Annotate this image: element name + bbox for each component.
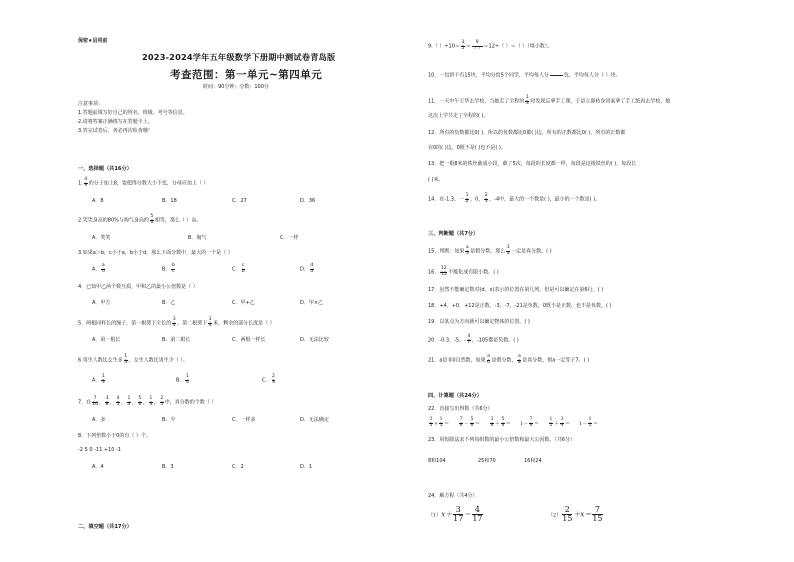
- option-a[interactable]: A．多: [92, 417, 106, 423]
- option-d[interactable]: D．无法确定: [300, 417, 329, 423]
- question-10: 10．一包饼干有15块，平均分给5个同学，平均每人分 包，平均每人分（ ）块。: [428, 70, 621, 80]
- question-6: 6.男生人数比女生多 $\frac{1}{3}$ ，女生人数比男生少（ ）。: [78, 354, 188, 365]
- option-c[interactable]: C．两根一样长: [232, 337, 266, 343]
- calc-item: $\frac{1}{2}$ ＋ $\frac{3}{4}$ ＝: [549, 417, 570, 428]
- option-d[interactable]: D．36: [300, 198, 316, 204]
- option-a[interactable]: A．8: [92, 198, 104, 204]
- question-24: 24．解方程（共4分）: [428, 493, 478, 499]
- question-2: 2.笑笑身高的80%与淘气身高的 $\frac{5}{6}$ 相等，那么（ ）高。: [78, 214, 202, 225]
- group-2: 25和70: [478, 458, 496, 464]
- exam-title: 2023-2024学年五年级数学下册期中测试卷青岛版: [142, 52, 336, 62]
- calc-row: [428, 418, 607, 428]
- question-11-cont: 这次上学共走了全程的( )。: [428, 113, 489, 119]
- question-11: 11．一天中午王华去学校，当她走了全程的 $\frac{1}{3}$ 时发现忘拿手工课，于是立即转身回家拿了手工纸再去学校，她: [428, 95, 671, 106]
- option-b[interactable]: B．淘气: [188, 235, 207, 241]
- secret-label: 保密★启用前: [78, 38, 108, 44]
- question-21: 21．a是非0自然数，如果 $\frac{a}{6}$ 是假分数， $\frac{a}{8}$ 是真分数，则a一定等于7。( ): [428, 354, 590, 365]
- option-d[interactable]: D． $\frac{d}{a}$: [300, 263, 314, 274]
- question-16: 16． $\frac{12}{15}$ 不能化成有限小数。( ): [428, 266, 499, 277]
- question-22: 22．直接写出得数（共6分）: [428, 406, 493, 412]
- question-12-cont: 在0的( )边。0既不是( )也不是( )。: [428, 145, 506, 151]
- question-13-cont: ( )米。: [428, 177, 444, 183]
- calc-item: $\frac{3}{5}$ + $\frac{1}{5}$ ＝: [429, 417, 450, 428]
- calc-item: $\frac{7}{8}$ － $\frac{5}{8}$ ＝: [459, 417, 480, 428]
- option-c[interactable]: C．一样: [280, 235, 299, 241]
- option-b[interactable]: B． $\frac{b}{c}$: [162, 263, 175, 274]
- question-23: 23．用短除法求下列每组数的最小公倍数和最大公因数。（共6分）: [428, 437, 576, 443]
- fraction: $\frac{4}{9}$: [84, 177, 88, 188]
- calc-item: 1－ $\frac{7}{8}$ ＝: [519, 417, 540, 428]
- question-5: 5．两根同样长的绳子，第一根剪下全长的 $\frac{3}{4}$ ，第二根剪下 $\frac{3}{4}$ 米，剩余的部分长度是（ ）: [78, 317, 275, 328]
- question-13: 13．把一根8米的铁丝截成小段，截了5次，每段的长度都一样，每段是这根铁丝的( )，每段长: [428, 161, 637, 167]
- fraction: $\frac{1}{3}$: [149, 396, 153, 407]
- option-a[interactable]: A．笑笑: [92, 235, 111, 241]
- question-3: 3.如果a＞b，c小于a，b小于d，那么下面分数中，最大的一个是（ ）: [78, 250, 233, 256]
- option-a[interactable]: A． $\frac{1}{3}$: [92, 374, 105, 385]
- equation-1: （1）x＋ $\frac{3}{17}$ ＝ $\frac{4}{17}$: [428, 505, 483, 523]
- fraction: $\frac{5}{6}$: [138, 396, 142, 407]
- fraction: $\frac{3}{8}$: [105, 396, 109, 407]
- question-7: 7．在 $\frac{7}{10}$ ， $\frac{3}{8}$ ， $\frac{4}{5}$ ， $\frac{1}{4}$ ， $\frac{5}{6}$ ， $\frac{1}{3}$ ， $\frac{2}{5}$ 中，真分数的个数（ ）: [78, 396, 217, 407]
- section-fill: 二、填空题（共17分）: [78, 524, 132, 530]
- option-b[interactable]: B．少: [162, 417, 176, 423]
- notice-item: 2.请将答案正确填写在答题卡上。: [78, 119, 153, 125]
- group-3: 16和24: [524, 458, 542, 464]
- question-18: 18．+4，+0，+12是正数，-3，-7，-21是负数，0既不是正数，也不是负数。( ): [428, 303, 612, 309]
- time-score: 时间：90分钟；分数：100分: [203, 84, 269, 90]
- exam-range: 考查范围：第一单元~第四单元: [170, 69, 323, 81]
- option-b[interactable]: B． $\frac{1}{4}$: [176, 374, 189, 385]
- fraction: $\frac{7}{10}$: [92, 396, 99, 407]
- question-14: 14．在-1.3，－ $\frac{1}{2}$ ，0， $\frac{2}{3}$ ，-4中，最大的一个数是( )，最小的一个数是( )。: [428, 193, 601, 204]
- section-calc: 四、计算题（共24分）: [428, 393, 482, 399]
- option-c[interactable]: C． $\frac{2}{3}$: [262, 374, 275, 385]
- question-12: 12．所有的负数都比0( )，所以的负数都比0都( )边，所有的正数都比0( )，所有的正数都: [428, 130, 626, 136]
- question-9: 9.（ ）÷10＝ $\frac{3}{5}$ ＝ $\frac{9}{( )}$ ＝12÷（ ）＝（ ）（填小数）。: [428, 40, 553, 51]
- fraction: $\frac{1}{4}$: [127, 396, 131, 407]
- fraction: $\frac{4}{5}$: [116, 396, 120, 407]
- option-b[interactable]: B．第二根长: [162, 337, 191, 343]
- number-list: -2 5 0 -11 +10 -1: [78, 447, 121, 453]
- option-c[interactable]: C．一样多: [232, 417, 256, 423]
- option-a[interactable]: A．4: [92, 464, 104, 470]
- notice-item: 3.答完试卷后，务必再次检查哦！: [78, 128, 153, 134]
- option-a[interactable]: A．甲方: [92, 300, 111, 306]
- option-b[interactable]: B．18: [162, 198, 177, 204]
- option-b[interactable]: B．乙: [162, 300, 176, 306]
- question-1: 1. $\frac{4}{9}$ 的分子加上8，要使得分数大小不变，分母应加上（ ）: [78, 177, 209, 188]
- section-choice: 一、选择题（共16分）: [78, 166, 132, 172]
- group-1: 8和104: [428, 458, 446, 464]
- option-a[interactable]: A． $\frac{a}{d}$: [92, 263, 105, 274]
- fraction: $\frac{2}{5}$: [160, 396, 164, 407]
- section-judge: 三、判断题（共7分）: [428, 231, 479, 237]
- option-c[interactable]: C．2: [232, 464, 244, 470]
- question-20: 20．-0.3，-5，- $\frac{4}{7}$ ，-105都是负数。( ): [428, 334, 519, 345]
- question-15: 15．判断：如果 $\frac{a}{3}$ 是假分数，那么 $\frac{3}{a}$ 一定是真分数。( ): [428, 245, 552, 256]
- option-a[interactable]: A．第一根长: [92, 337, 121, 343]
- option-d[interactable]: D．无法比较: [300, 337, 329, 343]
- option-c[interactable]: C．甲+乙: [232, 300, 255, 306]
- option-d[interactable]: D．1: [300, 464, 313, 470]
- equation-2: （2） $\frac{2}{15}$ ＋x＝ $\frac{7}{15}$: [548, 505, 603, 523]
- fraction: $\frac{5}{6}$: [150, 214, 154, 225]
- blank-fraction: [550, 70, 563, 80]
- notice-item: 1.答题前填写好自己的姓名、班级、考号等信息。: [78, 110, 188, 116]
- calc-item: $\frac{3}{8}$ ＋ $\frac{5}{8}$ ＝: [490, 417, 511, 428]
- option-d[interactable]: D．甲×乙: [300, 300, 324, 306]
- question-4: 4．已知甲乙两个数互质，甲和乙的最小公倍数是（ ）: [78, 284, 198, 290]
- question-8: 8．下列倍数小于0的有（ ）个。: [78, 433, 151, 439]
- notice-title: 注意事项：: [78, 101, 104, 107]
- calc-item: 1－ $\frac{1}{3}$ ＝: [578, 417, 599, 428]
- question-17: 17．虽然不能确定数对(d，x)表示的位置在第几列，但是可以确定在第6行。( ): [428, 287, 604, 293]
- option-b[interactable]: B．3: [162, 464, 174, 470]
- option-c[interactable]: C． $\frac{c}{b}$: [232, 263, 245, 274]
- question-19: 19．以某点为方向就可以确定物体的位置。( ): [428, 319, 530, 325]
- option-c[interactable]: C．27: [232, 198, 247, 204]
